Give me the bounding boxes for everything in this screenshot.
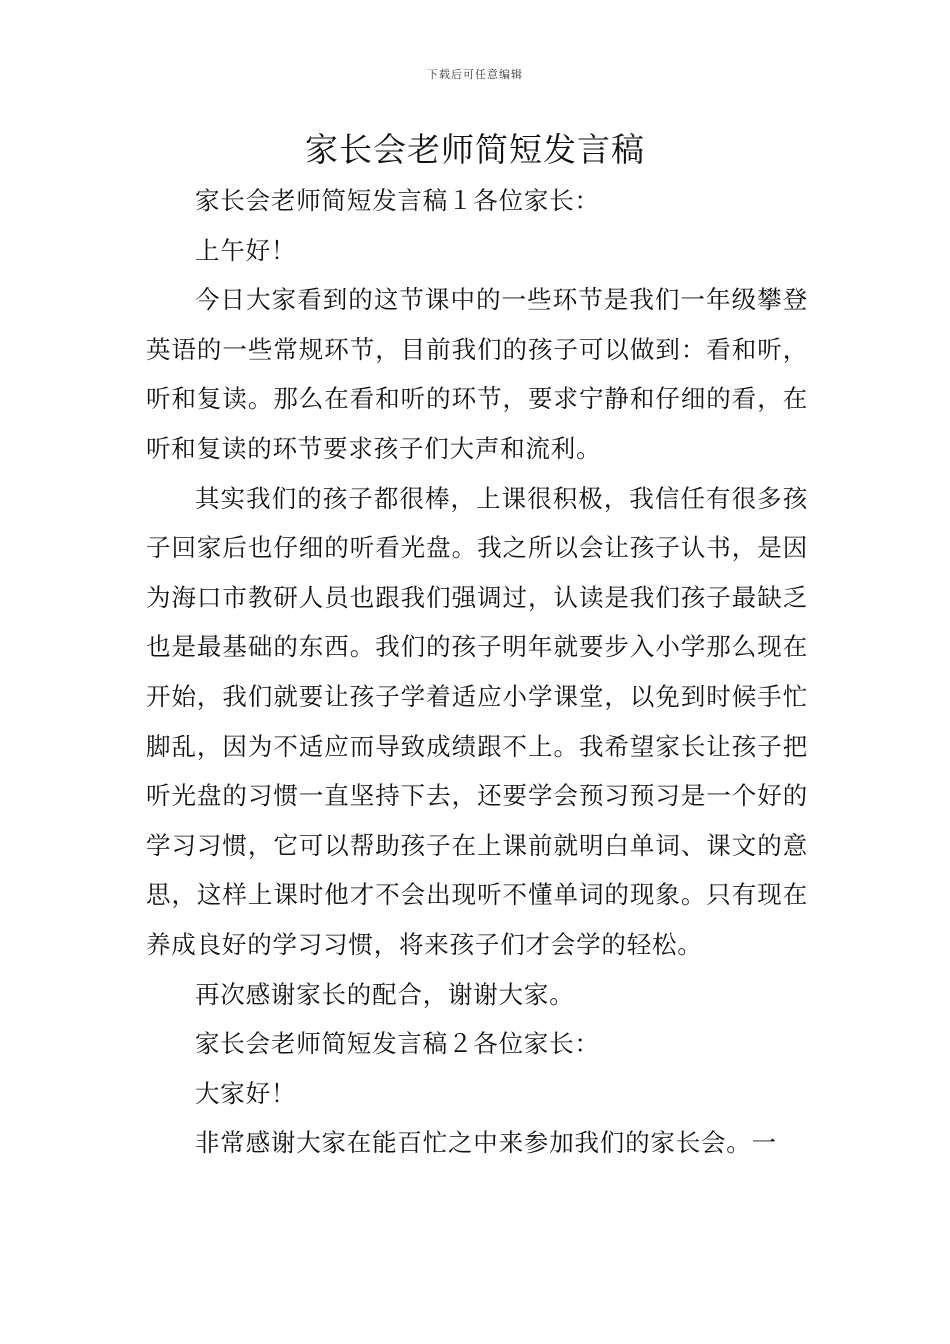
document-body [146, 176, 808, 1168]
paragraph-speech-2-heading: 家长会老师简短发言稿２各位家长： [195, 1029, 600, 1059]
paragraph-opening-2: 非常感谢大家在能百忙之中来参加我们的家长会。一 [195, 1128, 777, 1158]
header-note: 下载后可任意编辑 [427, 68, 523, 81]
paragraph-thanks: 再次感谢家长的配合，谢谢大家。 [195, 979, 575, 1009]
paragraph-class-overview: 今日大家看到的这节课中的一些环节是我们一年级攀登英语的一些常规环节，目前我们的孩子可以做到：看和听，听和复读。那么在看和听的环节，要求宁静和仔细的看，在听和复读的环节要求孩子们大声和流利。 [146, 285, 808, 463]
paragraph-greeting-2: 大家好！ [195, 1078, 297, 1108]
paragraph-study-habits: 其实我们的孩子都很棒，上课很积极，我信任有很多孩子回家后也仔细的听看光盘。我之所以会让孩子认书，是因为海口市教研人员也跟我们强调过，认读是我们孩子最缺乏也是最基础的东西。我们的孩子明年就要步入小学那么现在开始，我们就要让孩子学着适应小学课堂，以免到时候手忙脚乱，因为不适应而导致成绩跟不上。我希望家长让孩子把听光盘的习惯一直坚持下去，还要学会预习预习是一个好的学习习惯，它可以帮助孩子在上课前就明白单词、课文的意思，这样上课时他才不会出现听不懂单词的现象。只有现在养成良好的学习习惯，将来孩子们才会学的轻松。 [146, 483, 808, 959]
paragraph-speech-1-heading: 家长会老师简短发言稿１各位家长： [195, 186, 600, 215]
document-title: 家长会老师简短发言稿 [305, 130, 645, 169]
paragraph-greeting-1: 上午好！ [195, 235, 297, 265]
